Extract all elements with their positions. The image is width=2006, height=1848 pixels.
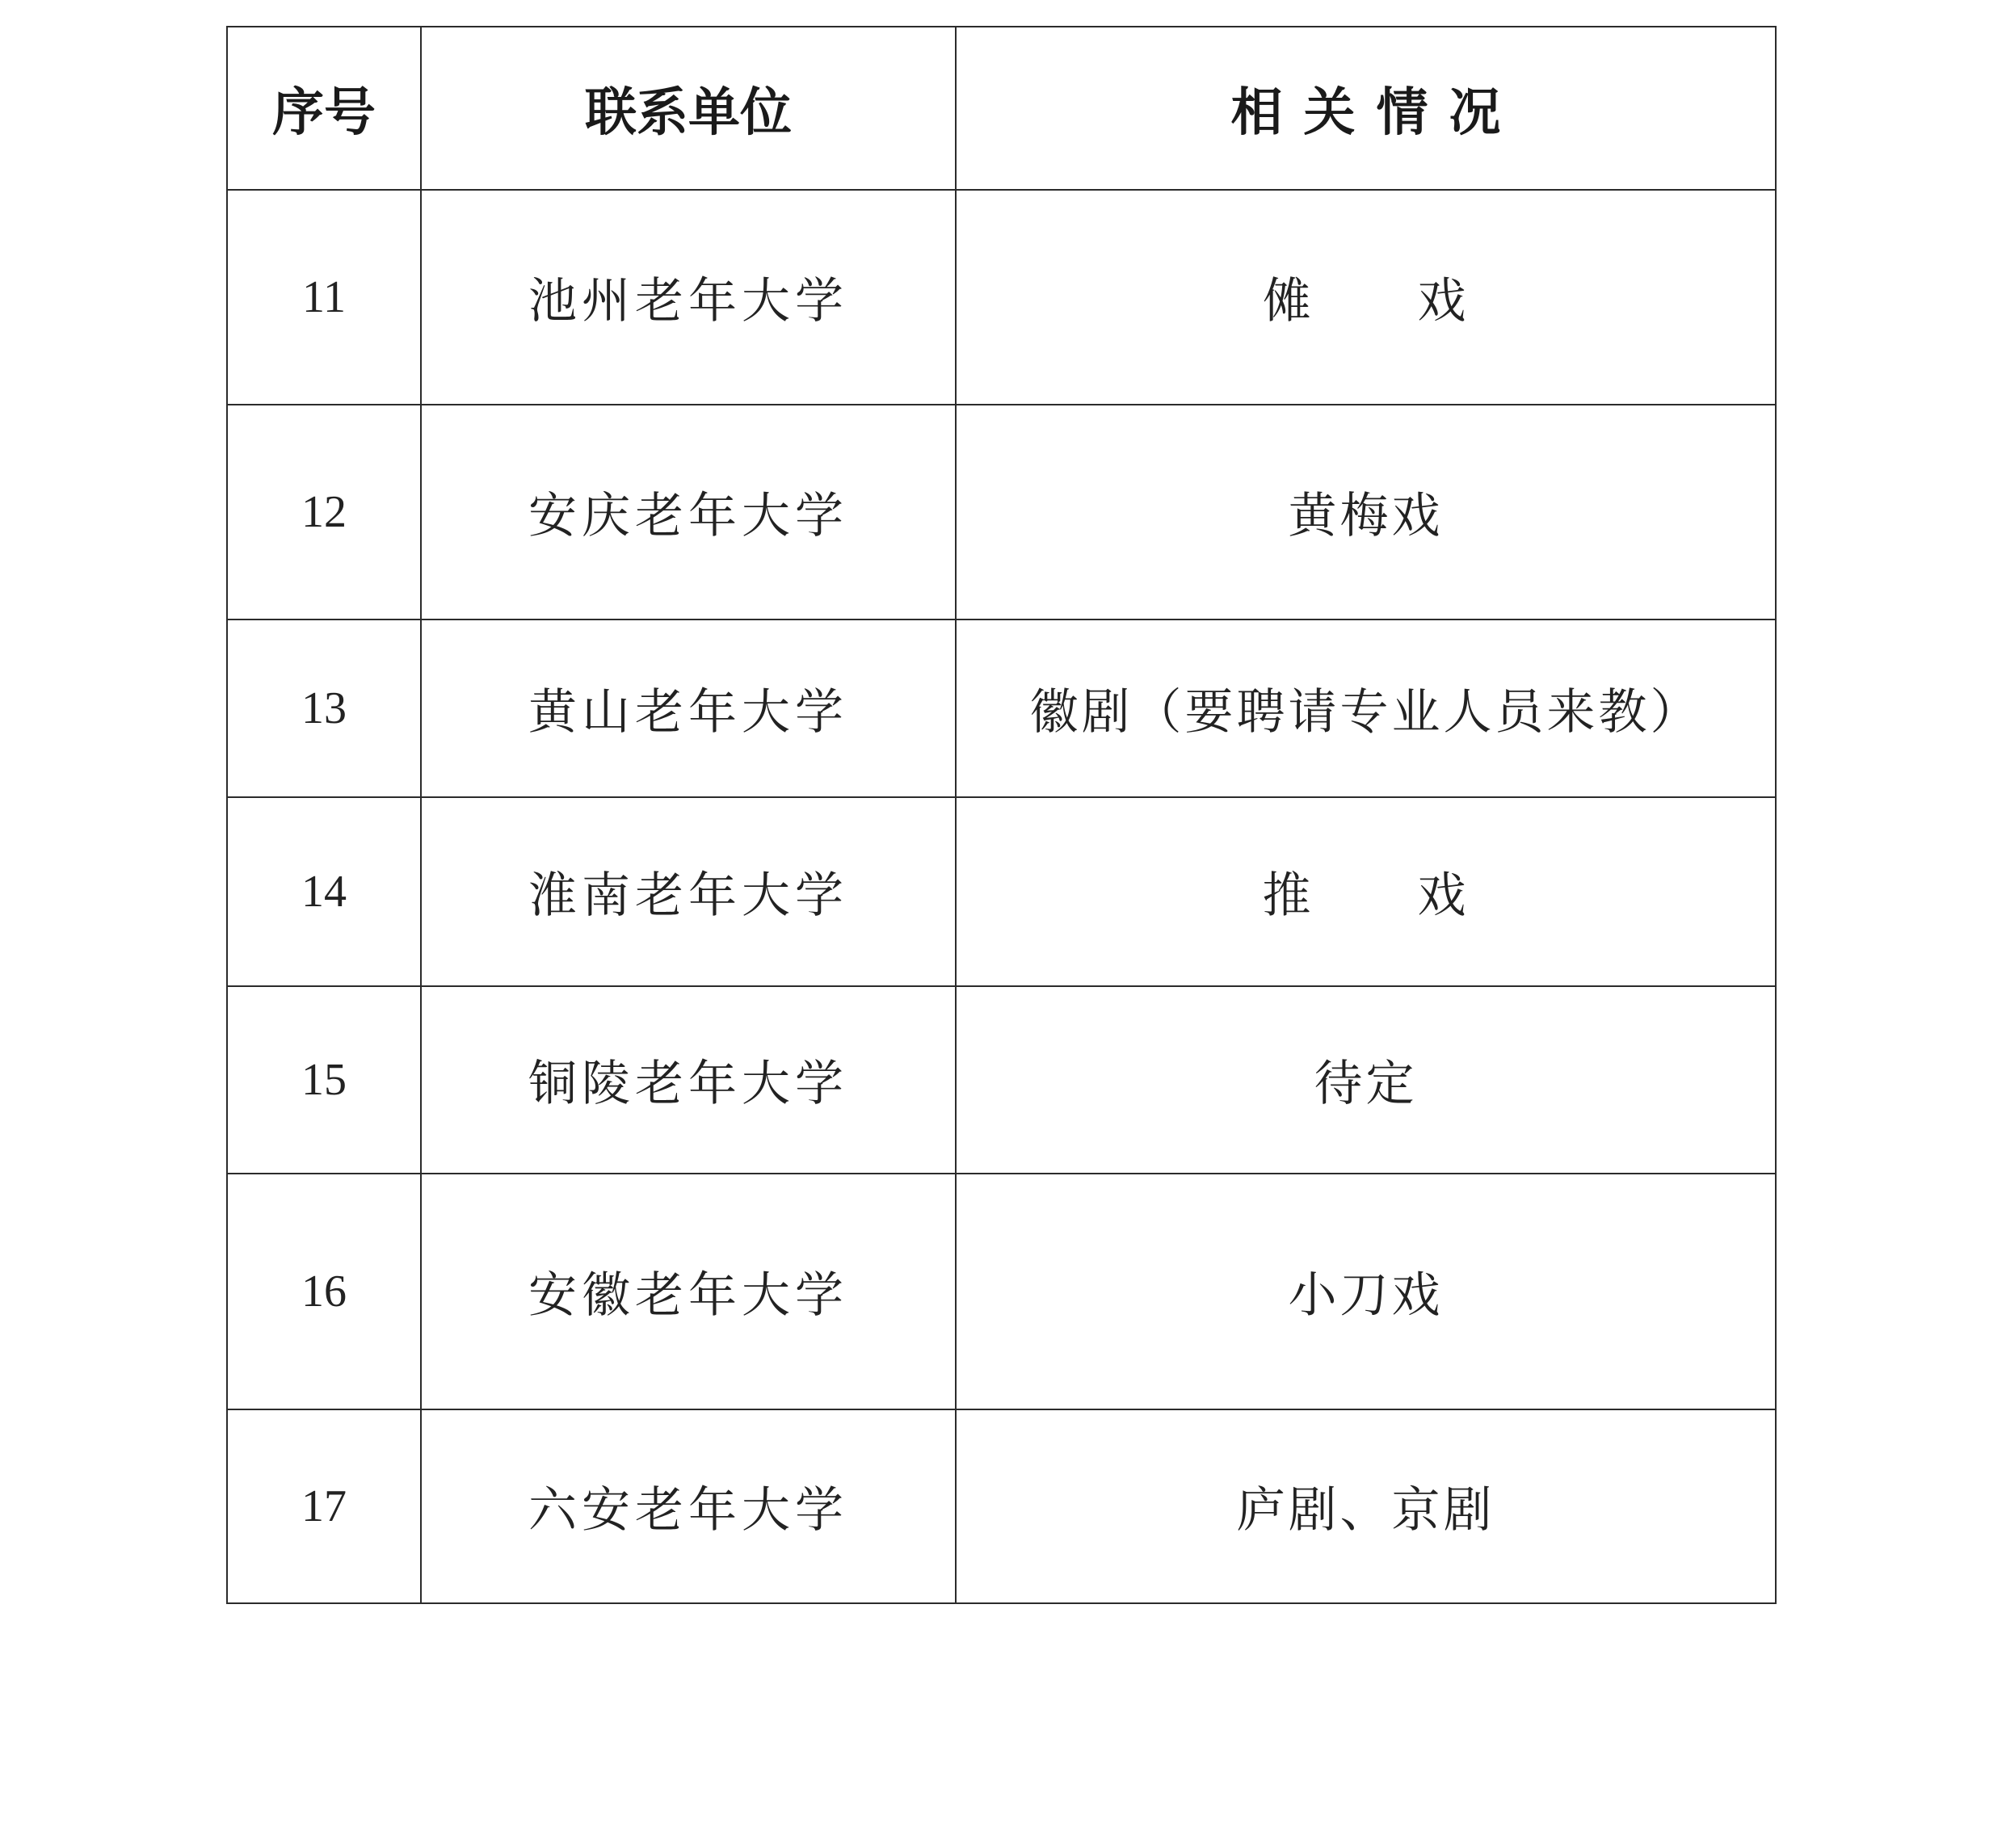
row-contact-unit: 铜陵老年大学 [421, 986, 956, 1174]
header-serial-number: 序号 [227, 27, 421, 190]
row-serial-number: 17 [227, 1409, 421, 1603]
row-related-info: 推 戏 [956, 797, 1776, 986]
row-serial-number: 11 [227, 190, 421, 405]
table-header [227, 27, 1776, 190]
row-contact-unit: 安徽老年大学 [421, 1174, 956, 1409]
table-row [227, 1174, 1776, 1409]
row-serial-number: 15 [227, 986, 421, 1174]
row-contact-unit: 黄山老年大学 [421, 620, 956, 797]
row-contact-unit: 安庆老年大学 [421, 405, 956, 620]
header-contact-unit: 联系单位 [421, 27, 956, 190]
row-serial-number: 13 [227, 620, 421, 797]
row-related-info: 小刀戏 [956, 1174, 1776, 1409]
row-related-info: 待定 [956, 986, 1776, 1174]
table-body [227, 190, 1776, 1603]
table-row [227, 620, 1776, 797]
row-serial-number: 14 [227, 797, 421, 986]
contact-table [226, 26, 1777, 1604]
table-row [227, 986, 1776, 1174]
row-contact-unit: 池州老年大学 [421, 190, 956, 405]
table-row [227, 190, 1776, 405]
table-row [227, 405, 1776, 620]
row-related-info: 黄梅戏 [956, 405, 1776, 620]
header-row [227, 27, 1776, 190]
table-row [227, 1409, 1776, 1603]
row-related-info: 傩 戏 [956, 190, 1776, 405]
row-contact-unit: 六安老年大学 [421, 1409, 956, 1603]
row-contact-unit: 淮南老年大学 [421, 797, 956, 986]
row-related-info: 徽剧（要聘请专业人员来教） [956, 620, 1776, 797]
header-related-info: 相关情况 [956, 27, 1776, 190]
row-serial-number: 12 [227, 405, 421, 620]
table-row [227, 797, 1776, 986]
row-serial-number: 16 [227, 1174, 421, 1409]
row-related-info: 庐剧、京剧 [956, 1409, 1776, 1603]
